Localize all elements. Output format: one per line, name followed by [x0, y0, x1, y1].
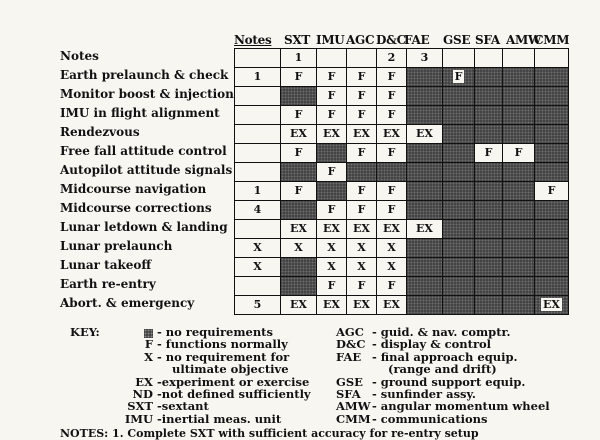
row-label: Earth re-entry — [60, 277, 156, 291]
grid-cell — [502, 86, 535, 106]
grid-cell — [376, 181, 407, 201]
key-description: - functions normally — [157, 337, 288, 352]
grid-cell — [442, 200, 475, 220]
grid-cell — [442, 257, 475, 277]
grid-cell — [534, 86, 569, 106]
key-abbrev: FAE — [336, 349, 362, 364]
grid-cell — [280, 257, 317, 277]
cell-value: F — [357, 89, 366, 102]
column-header-amw: AMW — [506, 33, 542, 47]
cell-value: X — [327, 241, 336, 254]
cell-value: 5 — [253, 298, 262, 311]
key-symbol: F — [144, 337, 153, 352]
grid-cell — [502, 124, 535, 144]
cell-value: X — [294, 241, 303, 254]
grid-cell — [474, 143, 503, 163]
grid-cell — [442, 162, 475, 182]
key-abbrev-description: - communications — [372, 411, 488, 426]
row-label: Earth prelaunch & check — [60, 68, 229, 82]
grid-cell — [534, 67, 569, 87]
row-label: Midcourse corrections — [60, 201, 212, 215]
grid-cell — [280, 181, 317, 201]
grid-cell — [280, 86, 317, 106]
grid-cell — [234, 105, 281, 125]
column-header-sfa: SFA — [475, 33, 500, 47]
column-header-imu: IMU — [316, 33, 345, 47]
grid-cell — [442, 276, 475, 296]
grid-cell — [346, 181, 377, 201]
cell-value: F — [294, 108, 303, 121]
grid-cell — [316, 238, 347, 258]
cell-value: F — [294, 70, 303, 83]
key-description: -sextant — [157, 399, 209, 414]
grid-cell — [474, 276, 503, 296]
cell-value: F — [357, 146, 366, 159]
cell-value: F — [454, 70, 463, 83]
key-description: - no requirements — [157, 325, 273, 339]
grid-cell — [346, 219, 377, 239]
grid-cell — [474, 238, 503, 258]
grid-cell — [502, 162, 535, 182]
key-abbrev: SFA — [336, 387, 361, 401]
grid-cell — [234, 143, 281, 163]
grid-cell — [534, 48, 569, 68]
grid-cell — [346, 276, 377, 296]
grid-cell — [234, 124, 281, 144]
cell-value: F — [387, 146, 396, 159]
grid-cell — [442, 219, 475, 239]
grid-cell — [474, 67, 503, 87]
grid-cell — [502, 200, 535, 220]
grid-cell — [280, 67, 317, 87]
column-header-fae: FAE — [404, 33, 430, 47]
grid-cell — [346, 143, 377, 163]
grid-cell — [280, 238, 317, 258]
row-label: Rendezvous — [60, 125, 140, 139]
grid-cell — [406, 143, 443, 163]
grid-cell — [234, 276, 281, 296]
cell-value: EX — [543, 298, 560, 311]
key-description: -experiment or exercise — [157, 374, 310, 389]
key-abbrev: CMM — [336, 411, 371, 426]
grid-cell — [442, 295, 475, 315]
cell-value: EX — [416, 222, 433, 235]
row-label: Free fall attitude control — [60, 144, 227, 158]
cell-value: X — [387, 241, 396, 254]
cell-value: F — [484, 146, 493, 159]
grid-cell — [346, 238, 377, 258]
cell-value: EX — [383, 298, 400, 311]
grid-cell — [474, 162, 503, 182]
key-abbrev-description: - sunfinder assy. — [372, 387, 476, 401]
cell-value: F — [327, 70, 336, 83]
cell-value: F — [327, 279, 336, 292]
grid-cell — [346, 162, 377, 182]
grid-cell — [534, 181, 569, 201]
row-label: Lunar prelaunch — [60, 239, 173, 253]
grid-cell — [406, 295, 443, 315]
row-label: Abort. & emergency — [60, 296, 195, 310]
cell-value: EX — [416, 127, 433, 140]
grid-cell — [280, 200, 317, 220]
grid-cell — [346, 295, 377, 315]
key-description: - no requirement for — [157, 349, 290, 364]
notes-line: NOTES: 1. Complete SXT with sufficient accuracy for re-entry setup — [60, 427, 479, 440]
grid-cell — [376, 105, 407, 125]
cell-value: F — [514, 146, 523, 159]
grid-cell — [280, 48, 317, 68]
key-abbrev: D&C — [336, 337, 366, 352]
grid-cell — [534, 105, 569, 125]
grid-cell — [234, 295, 281, 315]
grid-cell — [234, 162, 281, 182]
grid-cell — [534, 276, 569, 296]
grid-cell — [280, 276, 317, 296]
cell-value: X — [253, 260, 262, 273]
grid-cell — [316, 162, 347, 182]
grid-cell — [234, 219, 281, 239]
key-symbol: IMU — [124, 411, 153, 426]
grid-cell — [406, 257, 443, 277]
grid-cell — [442, 48, 475, 68]
grid-cell — [406, 200, 443, 220]
key-abbrev: AGC — [336, 325, 364, 339]
grid-cell — [502, 181, 535, 201]
grid-cell — [502, 238, 535, 258]
grid-cell — [280, 219, 317, 239]
grid-cell — [406, 105, 443, 125]
grid-cell — [376, 162, 407, 182]
grid-cell — [474, 181, 503, 201]
grid-cell — [442, 143, 475, 163]
grid-cell — [474, 200, 503, 220]
key-symbol: EX — [135, 374, 153, 389]
grid-cell — [346, 67, 377, 87]
grid-cell — [474, 257, 503, 277]
grid-cell — [474, 86, 503, 106]
grid-cell — [280, 295, 317, 315]
grid-cell — [534, 200, 569, 220]
key-abbrev-description: - ground support equip. — [372, 374, 526, 389]
row-label: Midcourse navigation — [60, 182, 207, 196]
key-description: ultimate objective — [172, 362, 289, 377]
key-abbrev-description: - display & control — [372, 337, 492, 352]
grid-cell — [316, 143, 347, 163]
grid-cell — [376, 257, 407, 277]
grid-cell — [442, 86, 475, 106]
cell-value: 1 — [253, 70, 262, 83]
grid-cell — [346, 48, 377, 68]
grid-cell — [376, 276, 407, 296]
grid-cell — [502, 219, 535, 239]
grid-cell — [442, 181, 475, 201]
grid-cell — [316, 105, 347, 125]
cell-value: F — [387, 203, 396, 216]
grid-cell — [346, 105, 377, 125]
grid-cell — [534, 219, 569, 239]
cell-value: X — [357, 260, 366, 273]
grid-cell — [534, 238, 569, 258]
cell-value: 2 — [387, 51, 396, 64]
grid-cell — [316, 181, 347, 201]
shaded-cell-icon — [144, 329, 153, 338]
grid-cell — [442, 124, 475, 144]
cell-value: X — [387, 260, 396, 273]
cell-value: X — [357, 241, 366, 254]
column-header-gse: GSE — [443, 33, 471, 47]
grid-cell — [406, 181, 443, 201]
cell-value: F — [387, 279, 396, 292]
cell-value: EX — [323, 222, 340, 235]
grid-cell — [474, 295, 503, 315]
grid-cell — [376, 86, 407, 106]
grid-cell — [534, 124, 569, 144]
grid-cell — [376, 67, 407, 87]
cell-value: 1 — [253, 184, 262, 197]
column-header-sxt: SXT — [284, 33, 311, 47]
grid-cell — [534, 162, 569, 182]
grid-cell — [406, 162, 443, 182]
key-abbrev-description: - angular momentum wheel — [372, 399, 550, 414]
column-header-agc: AGC — [346, 33, 375, 47]
grid-cell — [234, 86, 281, 106]
grid-cell — [376, 48, 407, 68]
cell-value: X — [253, 241, 262, 254]
key-abbrev: GSE — [336, 374, 363, 389]
grid-cell — [346, 86, 377, 106]
cell-value: F — [357, 279, 366, 292]
grid-cell — [234, 257, 281, 277]
cell-value: F — [547, 184, 556, 197]
grid-cell — [376, 200, 407, 220]
grid-cell — [376, 124, 407, 144]
grid-cell — [442, 238, 475, 258]
grid-cell — [406, 86, 443, 106]
grid-cell — [234, 181, 281, 201]
grid-cell — [234, 238, 281, 258]
cell-value: F — [387, 70, 396, 83]
grid-cell — [316, 257, 347, 277]
grid-cell — [502, 67, 535, 87]
grid-cell — [376, 295, 407, 315]
grid-cell — [534, 257, 569, 277]
key-abbrev-description: - guid. & nav. comptr. — [372, 325, 511, 339]
grid-cell — [406, 124, 443, 144]
cell-value: EX — [383, 127, 400, 140]
grid-cell — [280, 143, 317, 163]
cell-value: EX — [353, 127, 370, 140]
key-description: -not defined sufficiently — [157, 387, 311, 401]
grid-cell — [316, 200, 347, 220]
cell-value: F — [357, 108, 366, 121]
column-header-dandc: D&C — [376, 33, 406, 47]
cell-value: F — [357, 70, 366, 83]
grid-cell — [280, 162, 317, 182]
grid-cell — [316, 124, 347, 144]
grid-cell — [502, 257, 535, 277]
grid-cell — [280, 105, 317, 125]
key-symbol: X — [144, 349, 153, 364]
grid-cell — [316, 86, 347, 106]
cell-value: EX — [323, 127, 340, 140]
grid-cell — [316, 295, 347, 315]
grid-cell — [502, 143, 535, 163]
grid-cell — [502, 295, 535, 315]
grid-cell — [406, 238, 443, 258]
cell-value: F — [357, 184, 366, 197]
grid-cell — [346, 257, 377, 277]
grid-cell — [234, 200, 281, 220]
grid-cell — [502, 105, 535, 125]
cell-value: F — [327, 89, 336, 102]
grid-cell — [234, 67, 281, 87]
cell-value: 3 — [420, 51, 429, 64]
row-label: IMU in flight alignment — [60, 106, 220, 120]
grid-cell — [474, 105, 503, 125]
row-label: Monitor boost & injection — [60, 87, 234, 101]
grid-cell — [316, 67, 347, 87]
grid-cell — [534, 295, 569, 315]
grid-cell — [502, 276, 535, 296]
cell-value: F — [357, 203, 366, 216]
grid-cell — [474, 48, 503, 68]
grid-cell — [316, 219, 347, 239]
cell-value: F — [294, 146, 303, 159]
key-abbrev-description: - final approach equip. — [372, 349, 518, 364]
grid-cell — [406, 67, 443, 87]
cell-value: F — [387, 184, 396, 197]
grid-cell — [534, 143, 569, 163]
grid-cell — [316, 48, 347, 68]
key-abbrev-description: (range and drift) — [388, 362, 497, 377]
cell-value: EX — [353, 222, 370, 235]
grid-cell — [502, 48, 535, 68]
grid-cell — [442, 105, 475, 125]
cell-value: EX — [290, 298, 307, 311]
cell-value: F — [387, 89, 396, 102]
grid-cell — [376, 143, 407, 163]
cell-value: F — [327, 165, 336, 178]
key-description: -inertial meas. unit — [157, 411, 282, 426]
column-header-notes: Notes — [234, 33, 272, 47]
column-header-cmm: CMM — [534, 33, 570, 47]
grid-cell — [474, 219, 503, 239]
cell-value: 1 — [294, 51, 303, 64]
grid-cell — [376, 219, 407, 239]
cell-value: EX — [290, 127, 307, 140]
grid-cell — [406, 48, 443, 68]
grid-cell — [346, 124, 377, 144]
grid-cell — [316, 276, 347, 296]
grid-cell — [280, 124, 317, 144]
cell-value: X — [327, 260, 336, 273]
cell-value: EX — [383, 222, 400, 235]
cell-value: 4 — [253, 203, 262, 216]
row-label: Notes — [60, 49, 99, 63]
cell-value: F — [294, 184, 303, 197]
row-label: Lunar letdown & landing — [60, 220, 228, 234]
row-label: Autopilot attitude signals — [60, 163, 233, 177]
key-title: KEY: — [70, 325, 100, 339]
cell-value: F — [327, 108, 336, 121]
grid-cell — [474, 124, 503, 144]
cell-value: F — [327, 203, 336, 216]
grid-cell — [346, 200, 377, 220]
cell-value: EX — [290, 222, 307, 235]
grid-cell — [234, 48, 281, 68]
cell-value: EX — [353, 298, 370, 311]
grid-cell — [406, 276, 443, 296]
key-abbrev: AMW — [336, 399, 371, 414]
key-symbol: ND — [132, 387, 153, 401]
grid-cell — [376, 238, 407, 258]
grid-cell — [406, 219, 443, 239]
key-symbol: SXT — [127, 399, 153, 414]
grid-cell — [442, 67, 475, 87]
cell-value: EX — [323, 298, 340, 311]
cell-value: F — [387, 108, 396, 121]
row-label: Lunar takeoff — [60, 258, 152, 272]
